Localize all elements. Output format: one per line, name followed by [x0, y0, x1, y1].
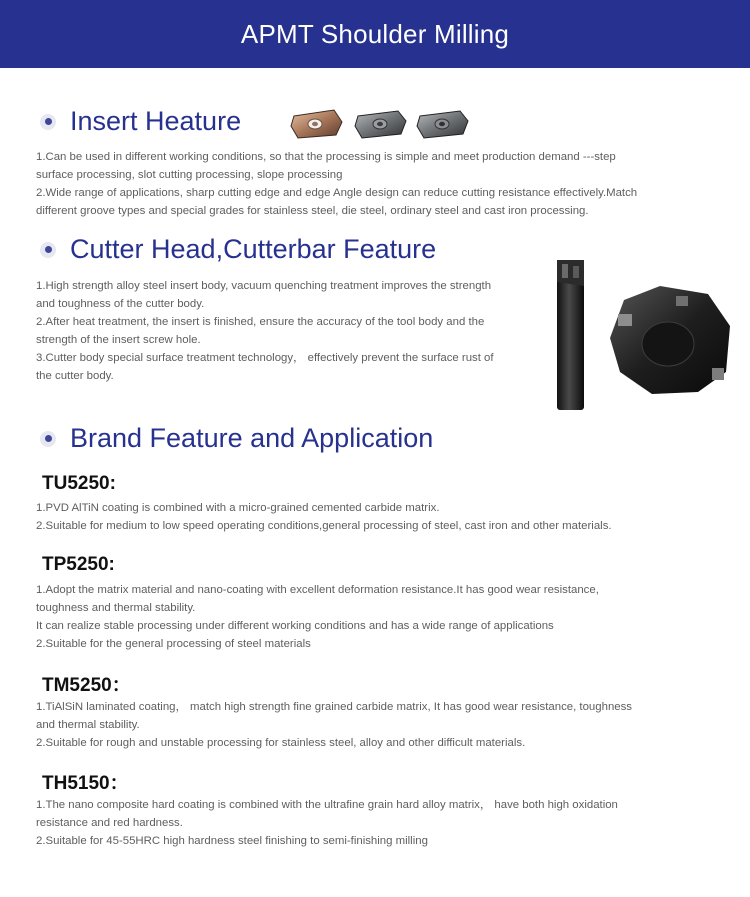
grade-tp5250-title: TP5250:: [42, 554, 115, 575]
section-insert-heading: [40, 106, 241, 137]
bullet-icon: [40, 431, 56, 447]
grade-th5150-text: 1.The nano composite hard coating is combined with the ultrafine grain hard alloy matrix， have both high oxidation resistance and red hardness. 2.Suitable for 45-55HRC high hardness steel finishing to semi-finishing milling: [36, 799, 618, 847]
bullet-icon: [40, 242, 56, 258]
grade-tu5250-title: TU5250:: [42, 473, 116, 494]
insert-dark-icon: [417, 111, 468, 138]
grade-tm5250-text: 1.TiAlSiN laminated coating， match high strength fine grained carbide matrix, It has good wear resistance, toughness and thermal stability. 2.Suitable for rough and unstable processing for stainless steel, alloy and other difficult materials.: [36, 701, 633, 749]
grade-tu5250-text: 1.PVD AlTiN coating is combined with a micro-grained cemented carbide matrix. 2.Suitable for medium to low speed operating conditions,general processing of steel, cast iron and other materials.: [36, 502, 612, 532]
section-insert-title: Insert Heature: [70, 106, 242, 136]
section-brand-heading: [40, 423, 433, 454]
section-cutter-title: Cutter Head,Cutterbar Feature: [70, 234, 437, 264]
face-mill-cutter-head-icon: [610, 286, 730, 394]
page-banner: [0, 0, 750, 68]
insert-gold-icon: [291, 110, 342, 138]
section-cutter-heading: [40, 234, 436, 265]
grade-tm5250-title: TM5250：: [42, 675, 131, 696]
cutter-feature-text: 1.High strength alloy steel insert body, vacuum quenching treatment improves the strength and toughness of the cutter body. 2.After heat treatment, the insert is finished, ensure the accuracy of the tool body and the strength of the insert screw hole. 3.Cutter body special surface treatment technology， effectively prevent the surface rust of the cutter body.: [36, 280, 494, 382]
insert-products-image: [290, 108, 470, 140]
section-brand-title: Brand Feature and Application: [70, 423, 434, 453]
grade-th5150-title: TH5150：: [42, 773, 129, 794]
insert-feature-text: 1.Can be used in different working conditions, so that the processing is simple and meet production demand ---step surface processing, slot cutting processing, slope processing 2.Wide range of applications, sharp cutting edge and edge Angle design can reduce cutting resistance effectively.Match different groove types and special grades for stainless steel, die steel, ordinary steel and cast iron processing.: [36, 151, 638, 217]
cutter-tools-image: [548, 254, 738, 414]
grade-tp5250-text: 1.Adopt the matrix material and nano-coating with excellent deformation resistance.It has good wear resistance, toughness and thermal stability. It can realize stable processing under different working conditions and has a wide range of applications 2.Suitable for the general processing of steel materials: [36, 584, 599, 650]
page-title: APMT Shoulder Milling: [240, 18, 510, 49]
insert-grey-icon: [355, 111, 406, 138]
end-mill-cutterbar-icon: [557, 260, 584, 410]
bullet-icon: [40, 114, 56, 130]
